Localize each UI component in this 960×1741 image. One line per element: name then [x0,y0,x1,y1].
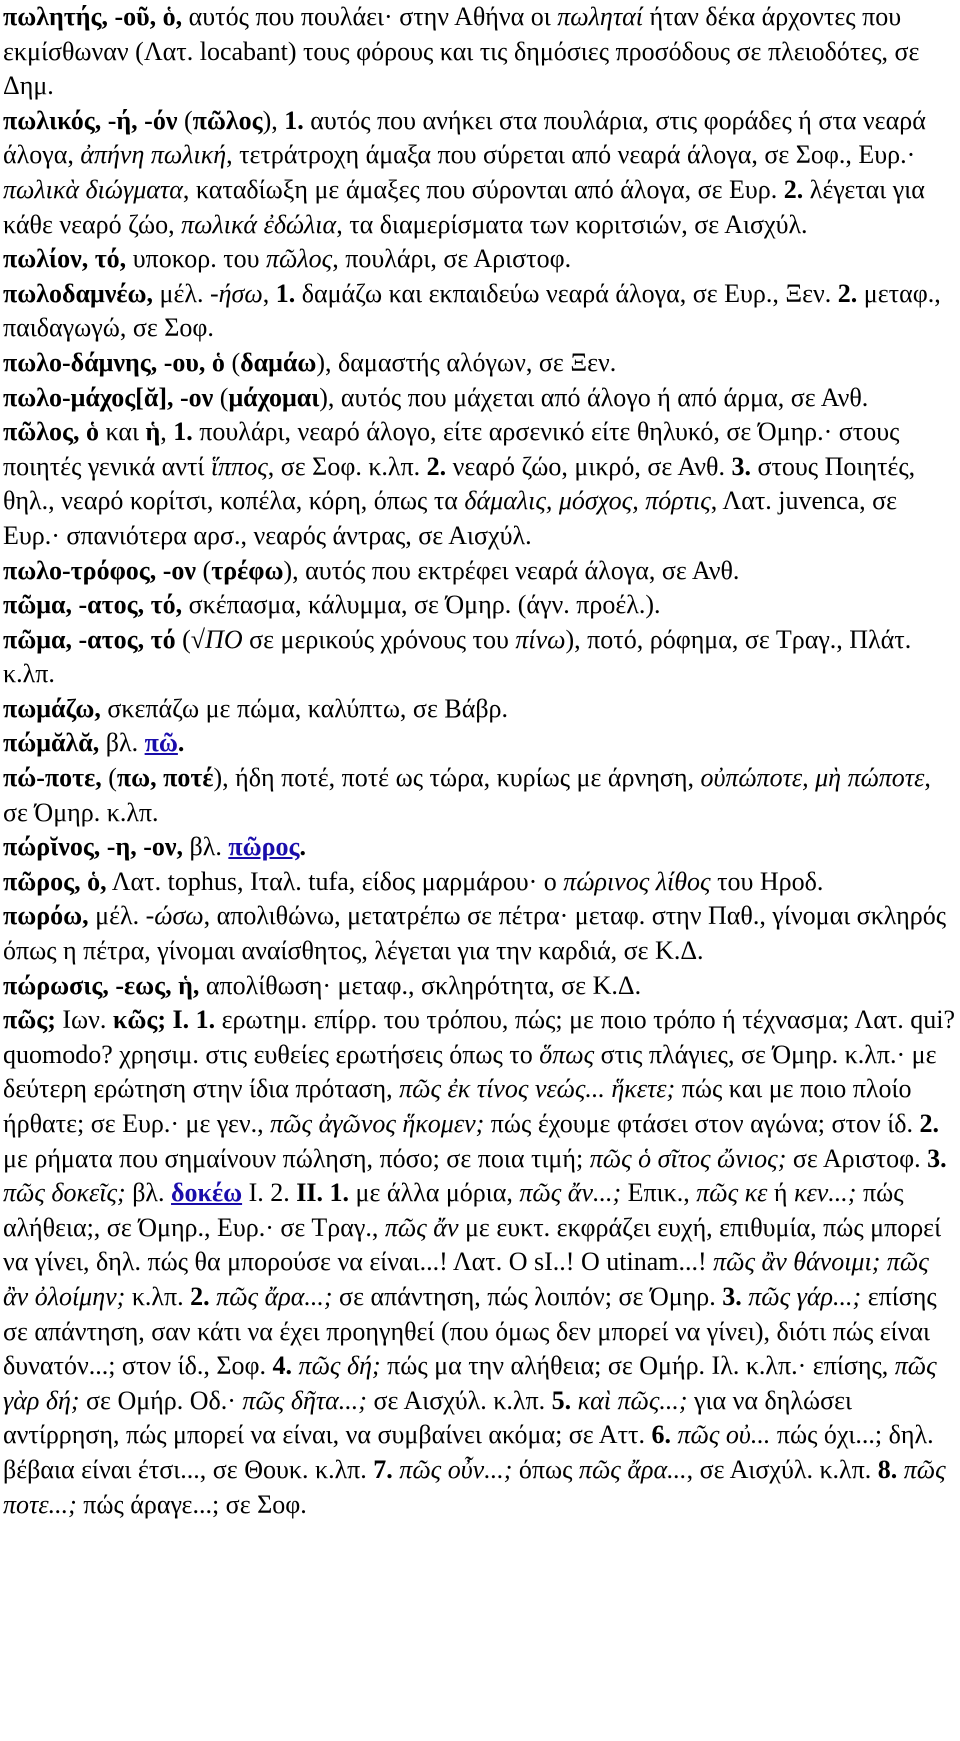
entry-text: πώς όχι...; δηλ. βέβαια είναι έτσι..., σε Θουκ. κ.λπ. [3,1420,934,1484]
entry-text: , απολιθώνω, μετατρέπω σε πέτρα· μεταφ. στην Παθ., γίνομαι σκληρός όπως η πέτρα, γίνομαι αναίσθητος, λέγεται για την καρδιά, σε Κ.Δ. [3,901,947,966]
entry-text: ( [224,347,241,377]
headword-text: 4. [272,1351,293,1381]
entry-text: Ιων. [55,1005,113,1035]
headword-text: πώρῐνος, -η, -ον, [3,832,184,862]
headword-text: 3. [731,451,751,481]
italic-text: καὶ πῶς...; [577,1385,688,1415]
entry-text: και [99,417,146,447]
italic-text: ὅπως [539,1039,595,1069]
entry-text: Επικ., [621,1178,697,1208]
headword-text: 6. [651,1420,671,1450]
headword-text: 2. [919,1109,939,1138]
headword-text: πῶλος [192,105,263,135]
dictionary-entry [3,588,956,623]
entry-text: , τα διαμερίσματα των κοριτσιών, σε Αισχύλ. [336,209,808,239]
headword-text: πω, ποτέ [116,763,214,793]
headword-text: 2. [837,278,858,308]
italic-text: ΠΟ [205,624,243,654]
italic-text: πῶς γὰρ δή; [3,1351,937,1415]
headword-text: πῶμα, -ατος, τό, [3,590,183,620]
italic-text: πῶς οὐ... [677,1420,771,1450]
italic-text: πώρινος λίθος [563,866,711,896]
italic-text: πῶλος [266,244,333,274]
entry-text: , [160,417,174,447]
dictionary-entry [3,830,956,865]
entry-text: νεαρό ζώο, μικρό, σε Ανθ. [446,451,732,481]
entry-text: σε απάντηση, πώς λοιπόν; σε Όμηρ. [332,1281,723,1311]
headword-text: πωλίον, τό, [3,244,127,274]
entry-text: πουλάρι, νεαρό άλογο, είτε αρσενικό είτε θηλυκό, σε Όμηρ.· στους ποιητές γενικά αντί [3,417,900,481]
headword-text: . [177,728,185,758]
dictionary-entry [3,899,956,968]
entry-text: απολίθωση· μεταφ., σκληρότητα, σε Κ.Δ. [199,970,642,1000]
italic-text: κεν...; [794,1178,857,1208]
entry-text: βλ. [99,728,145,758]
entry-text: ), δαμαστής αλόγων, σε Ξεν. [316,347,617,377]
italic-text: πῶς δῆτα...; [242,1385,367,1415]
italic-text: πῶς ἐκ τίνος νεώς... ἥκετε; [399,1074,676,1104]
dictionary-entry [3,865,956,900]
dictionary-entry [3,242,956,277]
dictionary-entry [3,554,956,589]
italic-text: πῶς ἄρα... [578,1454,687,1484]
cross-reference-link[interactable]: πῶ [144,728,178,758]
headword-text: πωλικός, -ή, -όν [3,105,178,135]
headword-text: μάχομαι [228,382,320,412]
headword-text: 7. [373,1454,393,1484]
entry-text: , σε Όμηρ. κ.λπ. [3,763,931,827]
entry-text: , σε Αισχύλ. κ.λπ. [686,1454,878,1484]
entry-text: ), ήδη ποτέ, ποτέ ως τώρα, κυρίως με άρνηση, [213,763,701,793]
dictionary-entry [3,726,956,761]
cross-reference-link[interactable]: δοκέω [171,1178,243,1208]
headword-text: πῶλος, ὁ [3,417,99,447]
italic-text: πῶς ἄν...; [519,1178,622,1208]
headword-text: . [299,832,306,862]
dictionary-entry [3,761,956,830]
entry-text: , καταδίωξη με άμαξες που σύρονται από άλογα, σε Ευρ. [182,174,784,204]
entry-text: σε μερικούς χρόνους του [242,624,516,654]
dictionary-entry [3,1003,956,1522]
entry-text: επίσης σε απάντηση, σαν κάτι να έχει προηγηθεί (που όμως δεν μπορεί να γίνει), διότι πώς είναι δυνατόν...; στον ίδ., Σοφ. [3,1281,937,1381]
headword-text: 1. [173,417,193,447]
entry-text: (√ [175,624,206,654]
headword-text: πώρωσις, -εως, ἡ, [3,970,200,1000]
entry-text: υποκορ. του [126,244,267,274]
entry-text: ( [213,382,229,412]
italic-text: -ώσω [145,901,204,931]
italic-text: πῶς ἂν θάνοιμι; πῶς ἂν ὀλοίμην; [3,1247,929,1311]
entry-text: ή [767,1178,795,1208]
entry-text: Λατ. tophus, Ιταλ. tufa, είδος μαρμάρου· ο [106,866,564,896]
headword-text: 2. [783,174,804,204]
entry-text: πώς έχουμε φτάσει στον αγώνα; στον ίδ. [484,1109,920,1138]
entry-text: ( [177,105,193,135]
headword-text: πωλο-μάχος[ᾰ], -ον [3,382,214,412]
italic-text: πῶς δοκεῖς; [3,1178,126,1208]
italic-text: πωληταί [557,2,643,31]
entry-text: σε Αισχύλ. κ.λπ. [366,1385,552,1415]
italic-text: ἵππος [210,451,268,481]
headword-text: πωλοδαμνέω, [3,278,153,308]
entry-text: ), αυτός που μάχεται από άλογο ή από άρμα, σε Ανθ. [319,382,869,412]
entry-text: του Ηροδ. [710,866,824,896]
dictionary-entry [3,0,956,104]
entry-text: αυτός που πουλάει· στην Αθήνα οι [182,2,558,31]
italic-text: οὐπώποτε, μὴ πώποτε [700,763,925,793]
entry-text: κ.λπ. [125,1281,191,1311]
headword-text: δαμάω [240,347,317,377]
entry-text: , σε Σοφ. κ.λπ. [267,451,427,481]
headword-text: πῶμα, -ατος, τό [3,624,176,654]
italic-text: ἀπήνη πωλική [80,140,227,170]
dictionary-entry [3,692,956,727]
entry-text: πώς αλήθεια;, σε Όμηρ., Ευρ.· σε Τραγ., [3,1178,904,1242]
entry-text: ήταν δέκα άρχοντες που εκμίσθωναν (Λατ. locabant) τους φόρους και τις δημόσιες προσόδους σε πλειοδότες, σε Δημ. [3,2,920,101]
italic-text: πῶς ἄν [384,1212,459,1242]
entry-text: για να δηλώσει αντίρρηση, πώς μπορεί να είναι, να συμβαίνει ακόμα; σε Αττ. [3,1385,853,1450]
italic-text: δάμαλις, μόσχος, πόρτις [464,486,711,516]
entry-text: ), [262,105,285,135]
entry-text: , πουλάρι, σε Αριστοφ. [332,244,572,274]
entry-text: σκέπασμα, κάλυμμα, σε Όμηρ. (άγν. προέλ.). [182,590,661,620]
entry-text: δαμάζω και εκπαιδεύω νεαρά άλογα, σε Ευρ., Ξεν. [295,278,838,308]
italic-text: πῶς δή; [298,1351,381,1381]
headword-text: κῶς; I. 1. [112,1005,216,1035]
entry-text: ), ποτό, ρόφημα, σε Τραγ., Πλάτ. κ.λπ. [3,624,912,689]
headword-text: πῶρος, ὁ, [3,866,107,896]
entry-text: στους Ποιητές, θηλ., νεαρό κορίτσι, κοπέλα, κόρη, όπως τα [3,451,916,516]
italic-text: πωλικά ἐδώλια [181,209,337,239]
italic-text: πῶς ὁ σῖτος ὤνιος; [589,1143,787,1173]
entry-text: πώς άραγε...; σε Σοφ. [76,1489,307,1519]
headword-text: 8. [877,1454,898,1484]
italic-text: πῶς ἀγῶνος ἥκομεν; [270,1109,485,1138]
entry-text: μέλ. [88,901,146,931]
headword-text: 2. [190,1281,210,1311]
headword-text: 3. [722,1281,742,1311]
italic-text: πῶς κε [696,1178,768,1208]
headword-text: πωμάζω, [3,693,101,723]
headword-text: πωλο-τρόφος, -ον [3,555,197,585]
italic-text: πωλικὰ διώγματα [3,174,183,204]
headword-text: πῶς; [3,1005,56,1035]
entry-text: βλ. [125,1178,172,1208]
headword-text: 1. [275,278,296,308]
headword-text: τρέφω [211,555,284,585]
dictionary-entry [3,277,956,346]
dictionary-entry [3,346,956,381]
entry-text: λέγεται για κάθε νεαρό ζώο, [3,174,925,239]
italic-text: πίνω [515,624,566,654]
entry-text: ερωτημ. επίρρ. του τρόπου, πώς; με ποιο τρόπο ή τέχνασμα; Λατ. qui? quomodo? χρησιμ. στις ευθείες ερωτήσεις όπως το [3,1005,956,1069]
entry-text: στις πλάγιες, σε Όμηρ. κ.λπ.· με δεύτερη ερώτηση στην ίδια πρόταση, [3,1039,937,1104]
entry-text: με ευκτ. εκφράζει ευχή, επιθυμία, πώς μπορεί να γίνει, δηλ. πώς θα μπορούσε να είναι...! Λατ. O sI..! O utinam...! [3,1212,942,1277]
entry-text: , τετράτροχη άμαξα που σύρεται από νεαρά άλογα, σε Σοφ., Ευρ.· [226,140,916,170]
entry-text: αυτός που ανήκει στα πουλάρια, στις φοράδες ή στα νεαρά άλογα, [3,105,926,170]
italic-text: πῶς ἄρα...; [216,1281,333,1311]
cross-reference-link[interactable]: πῶρος [228,832,300,862]
dictionary-entry [3,623,956,692]
entry-text: πώς και με ποιο πλοίο ήρθατε; σε Ευρ.· με γεν., [3,1074,912,1138]
headword-text: ἡ [145,417,161,447]
dictionary-entry [3,104,956,242]
entry-text: μεταφ., παιδαγωγώ, σε Σοφ. [3,278,941,343]
entry-text: ), αυτός που εκτρέφει νεαρά άλογα, σε Ανθ. [283,555,740,585]
entry-text: ( [101,763,117,793]
entry-text: βλ. [183,832,229,862]
italic-text: πῶς ποτε...; [3,1454,946,1519]
headword-text: πωλητής, -οῦ, ὁ, [3,2,183,31]
dictionary-entry [3,969,956,1004]
headword-text: 2. [426,451,447,481]
headword-text: πωλο-δάμνης, -ου, ὁ [3,347,225,377]
entry-text: σε Αριστοφ. [786,1143,928,1173]
italic-text: -ήσω [209,278,263,308]
headword-text: πωρόω, [3,901,89,931]
headword-text: II. 1. [296,1178,349,1208]
entry-text: , [262,278,276,308]
dictionary-entry [3,415,956,553]
italic-text: πῶς οὖν...; [399,1454,513,1484]
entry-text: ( [196,555,212,585]
entry-text: όπως [512,1454,579,1484]
headword-text: 5. [551,1385,572,1415]
entry-text: , Λατ. juvenca, σε Ευρ.· σπανιότερα αρσ., νεαρός άντρας, σε Αισχύλ. [3,486,898,550]
headword-text: 3. [927,1143,947,1173]
entry-text: με ρήματα που σημαίνουν πώληση, πόσο; σε ποια τιμή; [3,1143,590,1173]
headword-text: πώμᾰλᾰ, [3,728,100,758]
entry-text: σκεπάζω με πώμα, καλύπτω, σε Βάβρ. [100,693,509,723]
entry-text: I. 2. [242,1178,297,1208]
entry-text: με άλλα μόρια, [349,1178,520,1208]
headword-text: πώ-ποτε, [3,763,102,793]
entry-text: μέλ. [153,278,210,308]
italic-text: πῶς γάρ...; [748,1281,862,1311]
entry-text: πώς μα την αλήθεια; σε Ομήρ. Ιλ. κ.λπ.· επίσης, [380,1351,895,1381]
entry-text: σε Ομήρ. Οδ.· [79,1385,243,1415]
headword-text: 1. [284,105,304,135]
dictionary-entry [3,381,956,416]
